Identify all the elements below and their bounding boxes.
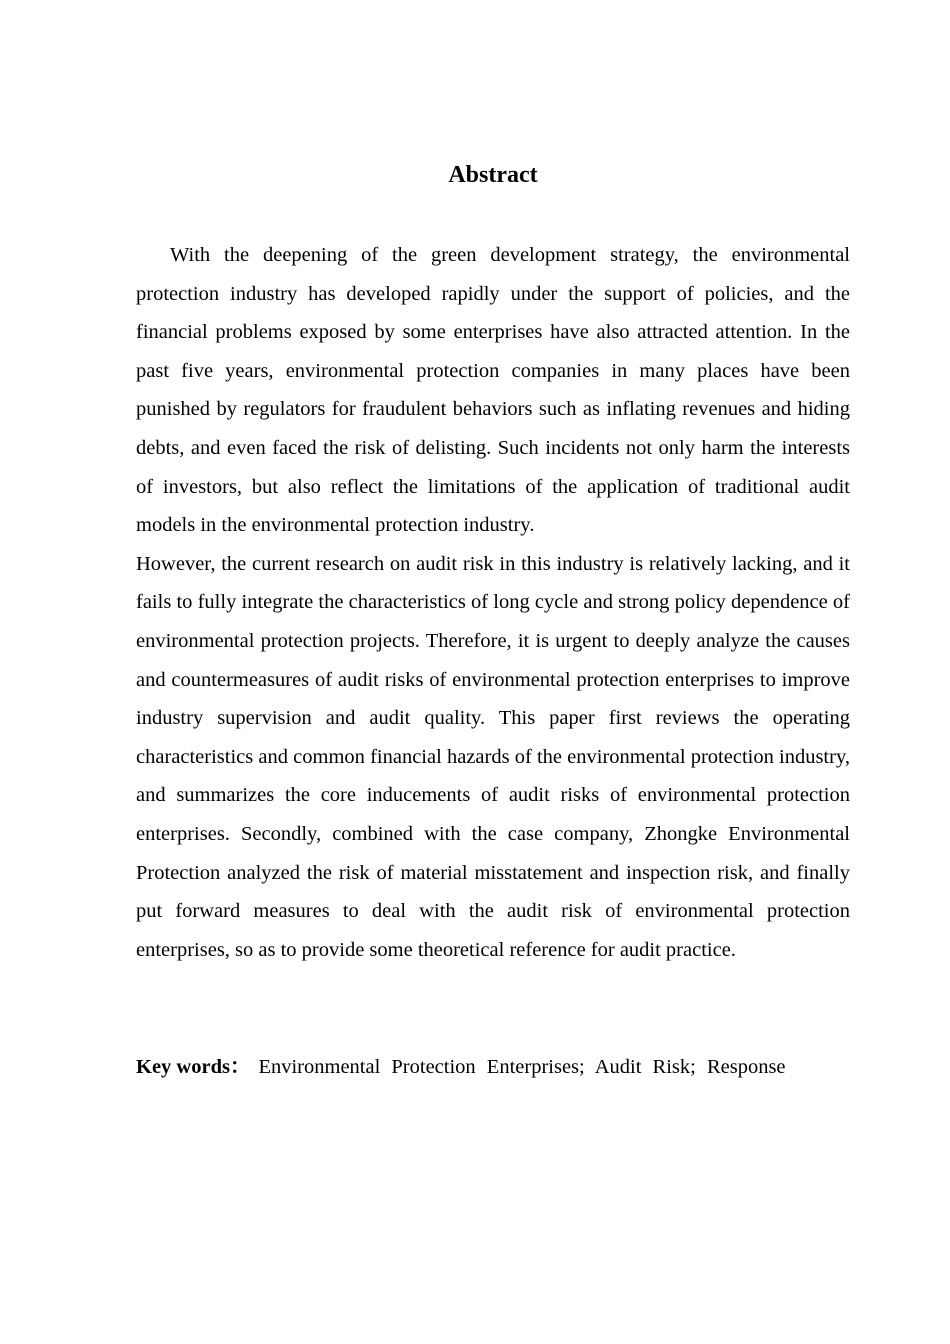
keywords-line [136, 1048, 850, 1087]
abstract-paragraph-1: With the deepening of the green development strategy, the environmental protection industry has developed rapidly under the support of policies, and the financial problems exposed by some enterprises have also attracted attention. In the past five years, environmental protection companies in many places have been punished by regulators for fraudulent behaviors such as inflating revenues and hiding debts, and even faced the risk of delisting. Such incidents not only harm the interests of investors, but also reflect the limitations of the application of traditional audit models in the environmental protection industry. [136, 244, 850, 537]
abstract-body [136, 236, 850, 969]
keywords-label: Key words [136, 1056, 230, 1078]
abstract-paragraph-2: However, the current research on audit risk in this industry is relatively lacking, and it fails to fully integrate the characteristics of long cycle and strong policy dependence of environmental protection projects. Therefore, it is urgent to deeply analyze the causes and countermeasures of audit risks of environmental protection enterprises to improve industry supervision and audit quality. This paper first reviews the operating characteristics and common financial hazards of the environmental protection industry, and summarizes the core inducements of audit risks of environmental protection enterprises. Secondly, combined with the case company, Zhongke Environmental Protection analyzed the risk of material misstatement and inspection risk, and finally put forward measures to deal with the audit risk of environmental protection enterprises, so as to provide some theoretical reference for audit practice. [136, 552, 850, 961]
keywords-separator: ： [229, 1056, 251, 1078]
abstract-title: Abstract [448, 162, 538, 188]
keywords-terms: Environmental Protection Enterprises; Audit Risk; Response [258, 1056, 786, 1078]
